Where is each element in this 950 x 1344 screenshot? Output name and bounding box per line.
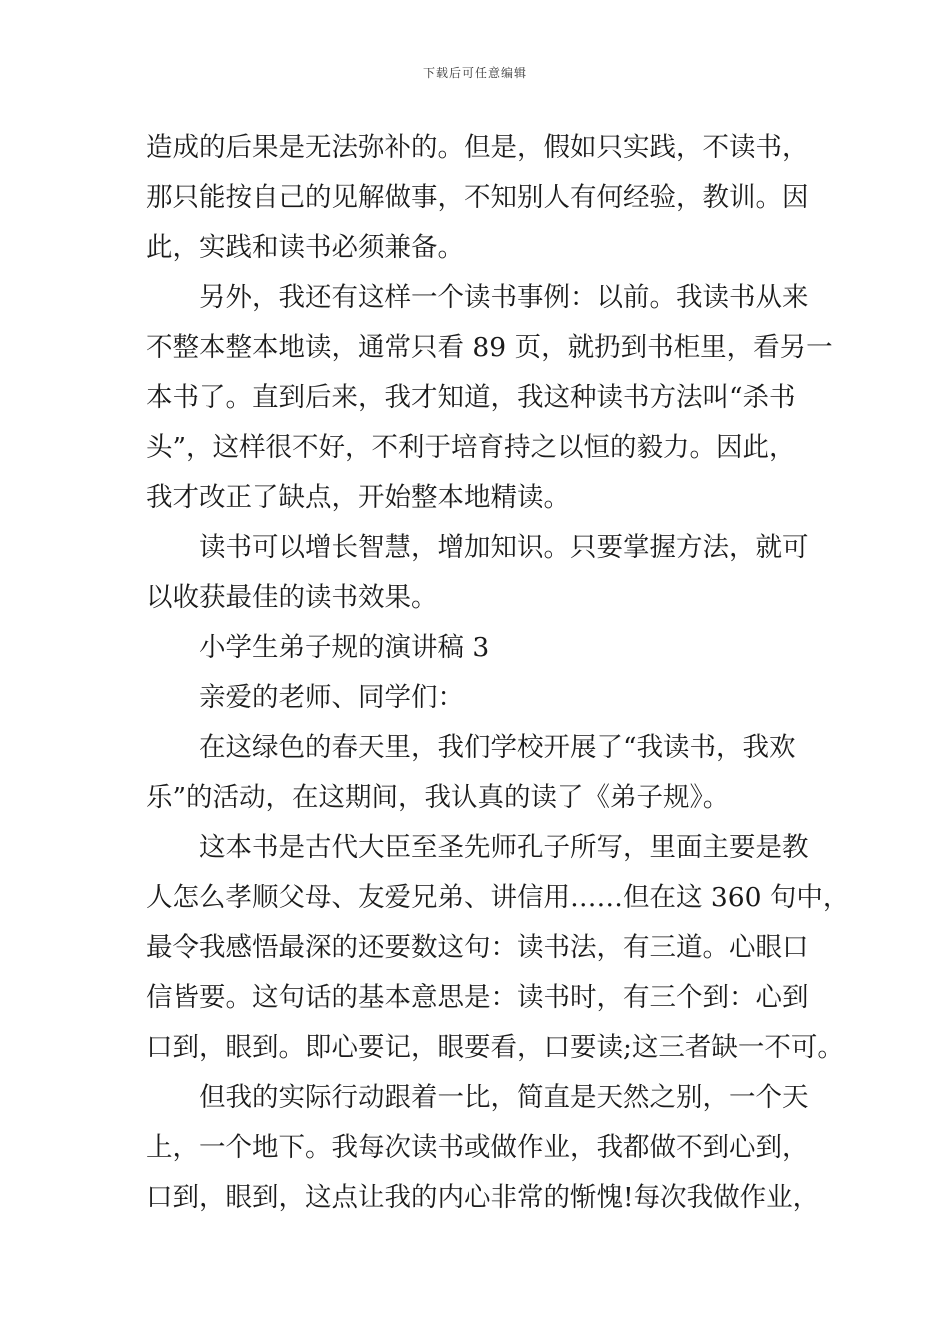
text-line: 最令我感悟最深的还要数这句：读书法，有三道。心眼口 <box>146 932 809 963</box>
text-line: 口到，眼到，这点让我的内心非常的惭愧!每次我做作业， <box>146 1182 820 1213</box>
text-line: 信皆要。这句话的基本意思是：读书时，有三个到：心到 <box>146 982 809 1013</box>
text-line: 不整本整本地读，通常只看 89 页，就扔到书柜里，看另一 <box>146 332 833 363</box>
document-body <box>146 123 850 1223</box>
text-line: 乐”的活动，在这期间，我认真的读了《弟子规》。 <box>146 782 730 813</box>
text-line: 我才改正了缺点，开始整本地精读。 <box>146 482 570 513</box>
page-header: 下载后可任意编辑 <box>422 66 527 80</box>
paragraph-start: 但我的实际行动跟着一比，简直是天然之别，一个天 <box>199 1082 809 1113</box>
text-line: 本书了。直到后来，我才知道，我这种读书方法叫“杀书 <box>146 382 796 413</box>
text-line: 以收获最佳的读书效果。 <box>146 582 438 613</box>
text-line: 那只能按自己的见解做事，不知别人有何经验，教训。因 <box>146 182 809 213</box>
paragraph-start: 这本书是古代大臣至圣先师孔子所写，里面主要是教 <box>199 832 809 863</box>
paragraph-start: 另外，我还有这样一个读书事例：以前。我读书从来 <box>199 282 809 313</box>
section-title: 小学生弟子规的演讲稿 3 <box>199 632 490 663</box>
text-line: 人怎么孝顺父母、友爱兄弟、讲信用……但在这 360 句中， <box>146 882 850 913</box>
text-line: 造成的后果是无法弥补的。但是，假如只实践，不读书， <box>146 132 809 163</box>
paragraph-start: 读书可以增长智慧，增加知识。只要掌握方法，就可 <box>199 532 809 563</box>
text-line: 头”，这样很不好，不利于培育持之以恒的毅力。因此， <box>146 432 796 463</box>
text-line: 上，一个地下。我每次读书或做作业，我都做不到心到， <box>146 1132 809 1163</box>
salutation: 亲爱的老师、同学们： <box>199 682 464 713</box>
paragraph-start: 在这绿色的春天里，我们学校开展了“我读书，我欢 <box>199 732 796 763</box>
text-line: 此，实践和读书必须兼备。 <box>146 232 464 263</box>
text-line: 口到，眼到。即心要记，眼要看，口要读;这三者缺一不可。 <box>146 1032 844 1063</box>
